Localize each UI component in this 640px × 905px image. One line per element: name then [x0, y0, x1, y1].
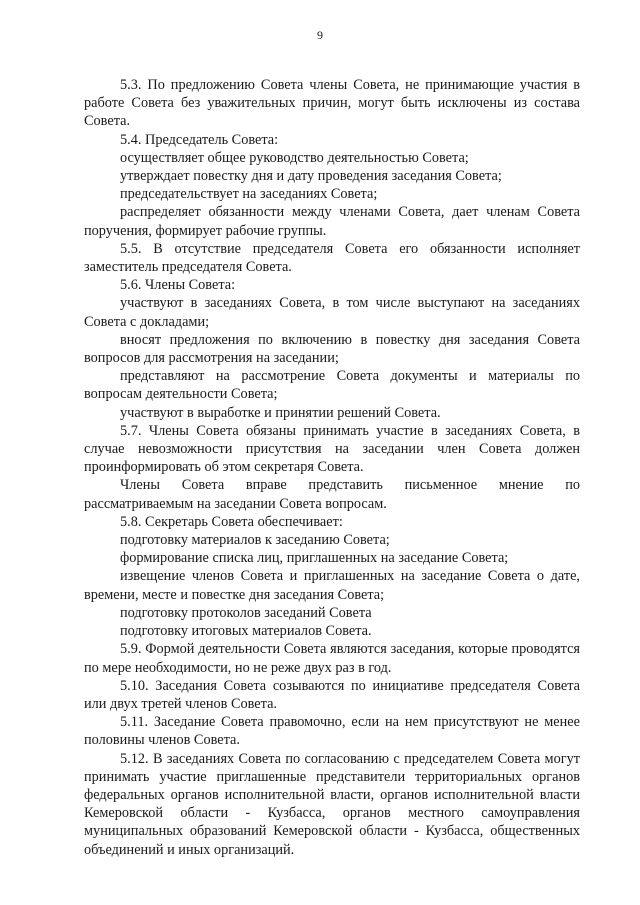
paragraph-5-3: 5.3. По предложению Совета члены Совета, не принимающие участия в работе Совета без уважительных причин, могут быть исключены из состава Совета.	[84, 77, 580, 130]
list-item: осуществляет общее руководство деятельностью Совета;	[120, 149, 469, 166]
paragraph-5-5: 5.5. В отсутствие председателя Совета его обязанности исполняет заместитель председателя Совета.	[84, 240, 580, 276]
list-item: председательствует на заседаниях Совета;	[120, 186, 378, 203]
paragraph-5-6: 5.6. Члены Совета:	[120, 277, 236, 294]
paragraph-5-9: 5.9. Формой деятельности Совета являются заседания, которые проводятся по мере необходимости, но не реже двух раз в год.	[84, 641, 580, 676]
document-body	[84, 76, 580, 859]
paragraph-5-8: 5.8. Секретарь Совета обеспечивает:	[120, 513, 343, 530]
list-item: представляют на рассмотрение Совета документы и материалы по вопросам деятельности Совета;	[84, 368, 580, 403]
list-item: подготовку материалов к заседанию Совета;	[120, 532, 390, 549]
paragraph-5-12: 5.12. В заседаниях Совета по согласованию с председателем Совета могут принимать участие приглашенные представители территориальных органов федеральных органов исполнительной власти, органов исполнительной власти Кемеровской области - Кузбасса, органов местного самоуправления муниципальных образований Кемеровской области - Кузбасса, общественных объединений и иных организаций.	[84, 750, 580, 858]
paragraph-5-7-continuation: Члены Совета вправе представить письменное мнение по рассматриваемым на заседании Совета вопросам.	[84, 477, 580, 512]
list-item: подготовку протоколов заседаний Совета	[120, 604, 372, 621]
page-number: 9	[317, 28, 323, 42]
list-item: участвуют в выработке и принятии решений Совета.	[120, 404, 441, 421]
list-item: вносят предложения по включению в повестку дня заседания Совета вопросов для рассмотрения на заседании;	[84, 331, 580, 367]
paragraph-5-10: 5.10. Заседания Совета созываются по инициативе председателя Совета или двух третей членов Совета.	[84, 677, 580, 712]
list-item: подготовку итоговых материалов Совета.	[120, 623, 372, 640]
list-item: извещение членов Совета и приглашенных на заседание Совета о дате, времени, месте и повестке дня заседания Совета;	[84, 568, 580, 603]
paragraph-5-4: 5.4. Председатель Совета:	[120, 131, 279, 148]
list-item: формирование списка лиц, приглашенных на заседание Совета;	[120, 550, 509, 567]
paragraph-5-11: 5.11. Заседание Совета правомочно, если на нем присутствуют не менее половины членов Совета.	[84, 714, 580, 749]
list-item: утверждает повестку дня и дату проведения заседания Совета;	[120, 168, 502, 185]
list-item: участвуют в заседаниях Совета, в том числе выступают на заседаниях Совета с докладами;	[84, 295, 580, 330]
paragraph-5-7: 5.7. Члены Совета обязаны принимать участие в заседаниях Совета, в случае невозможности присутствия на заседании член Совета должен проинформировать об этом секретаря Совета.	[84, 422, 580, 476]
list-item: распределяет обязанности между членами Совета, дает членам Совета поручения, формирует рабочие группы.	[84, 204, 580, 239]
